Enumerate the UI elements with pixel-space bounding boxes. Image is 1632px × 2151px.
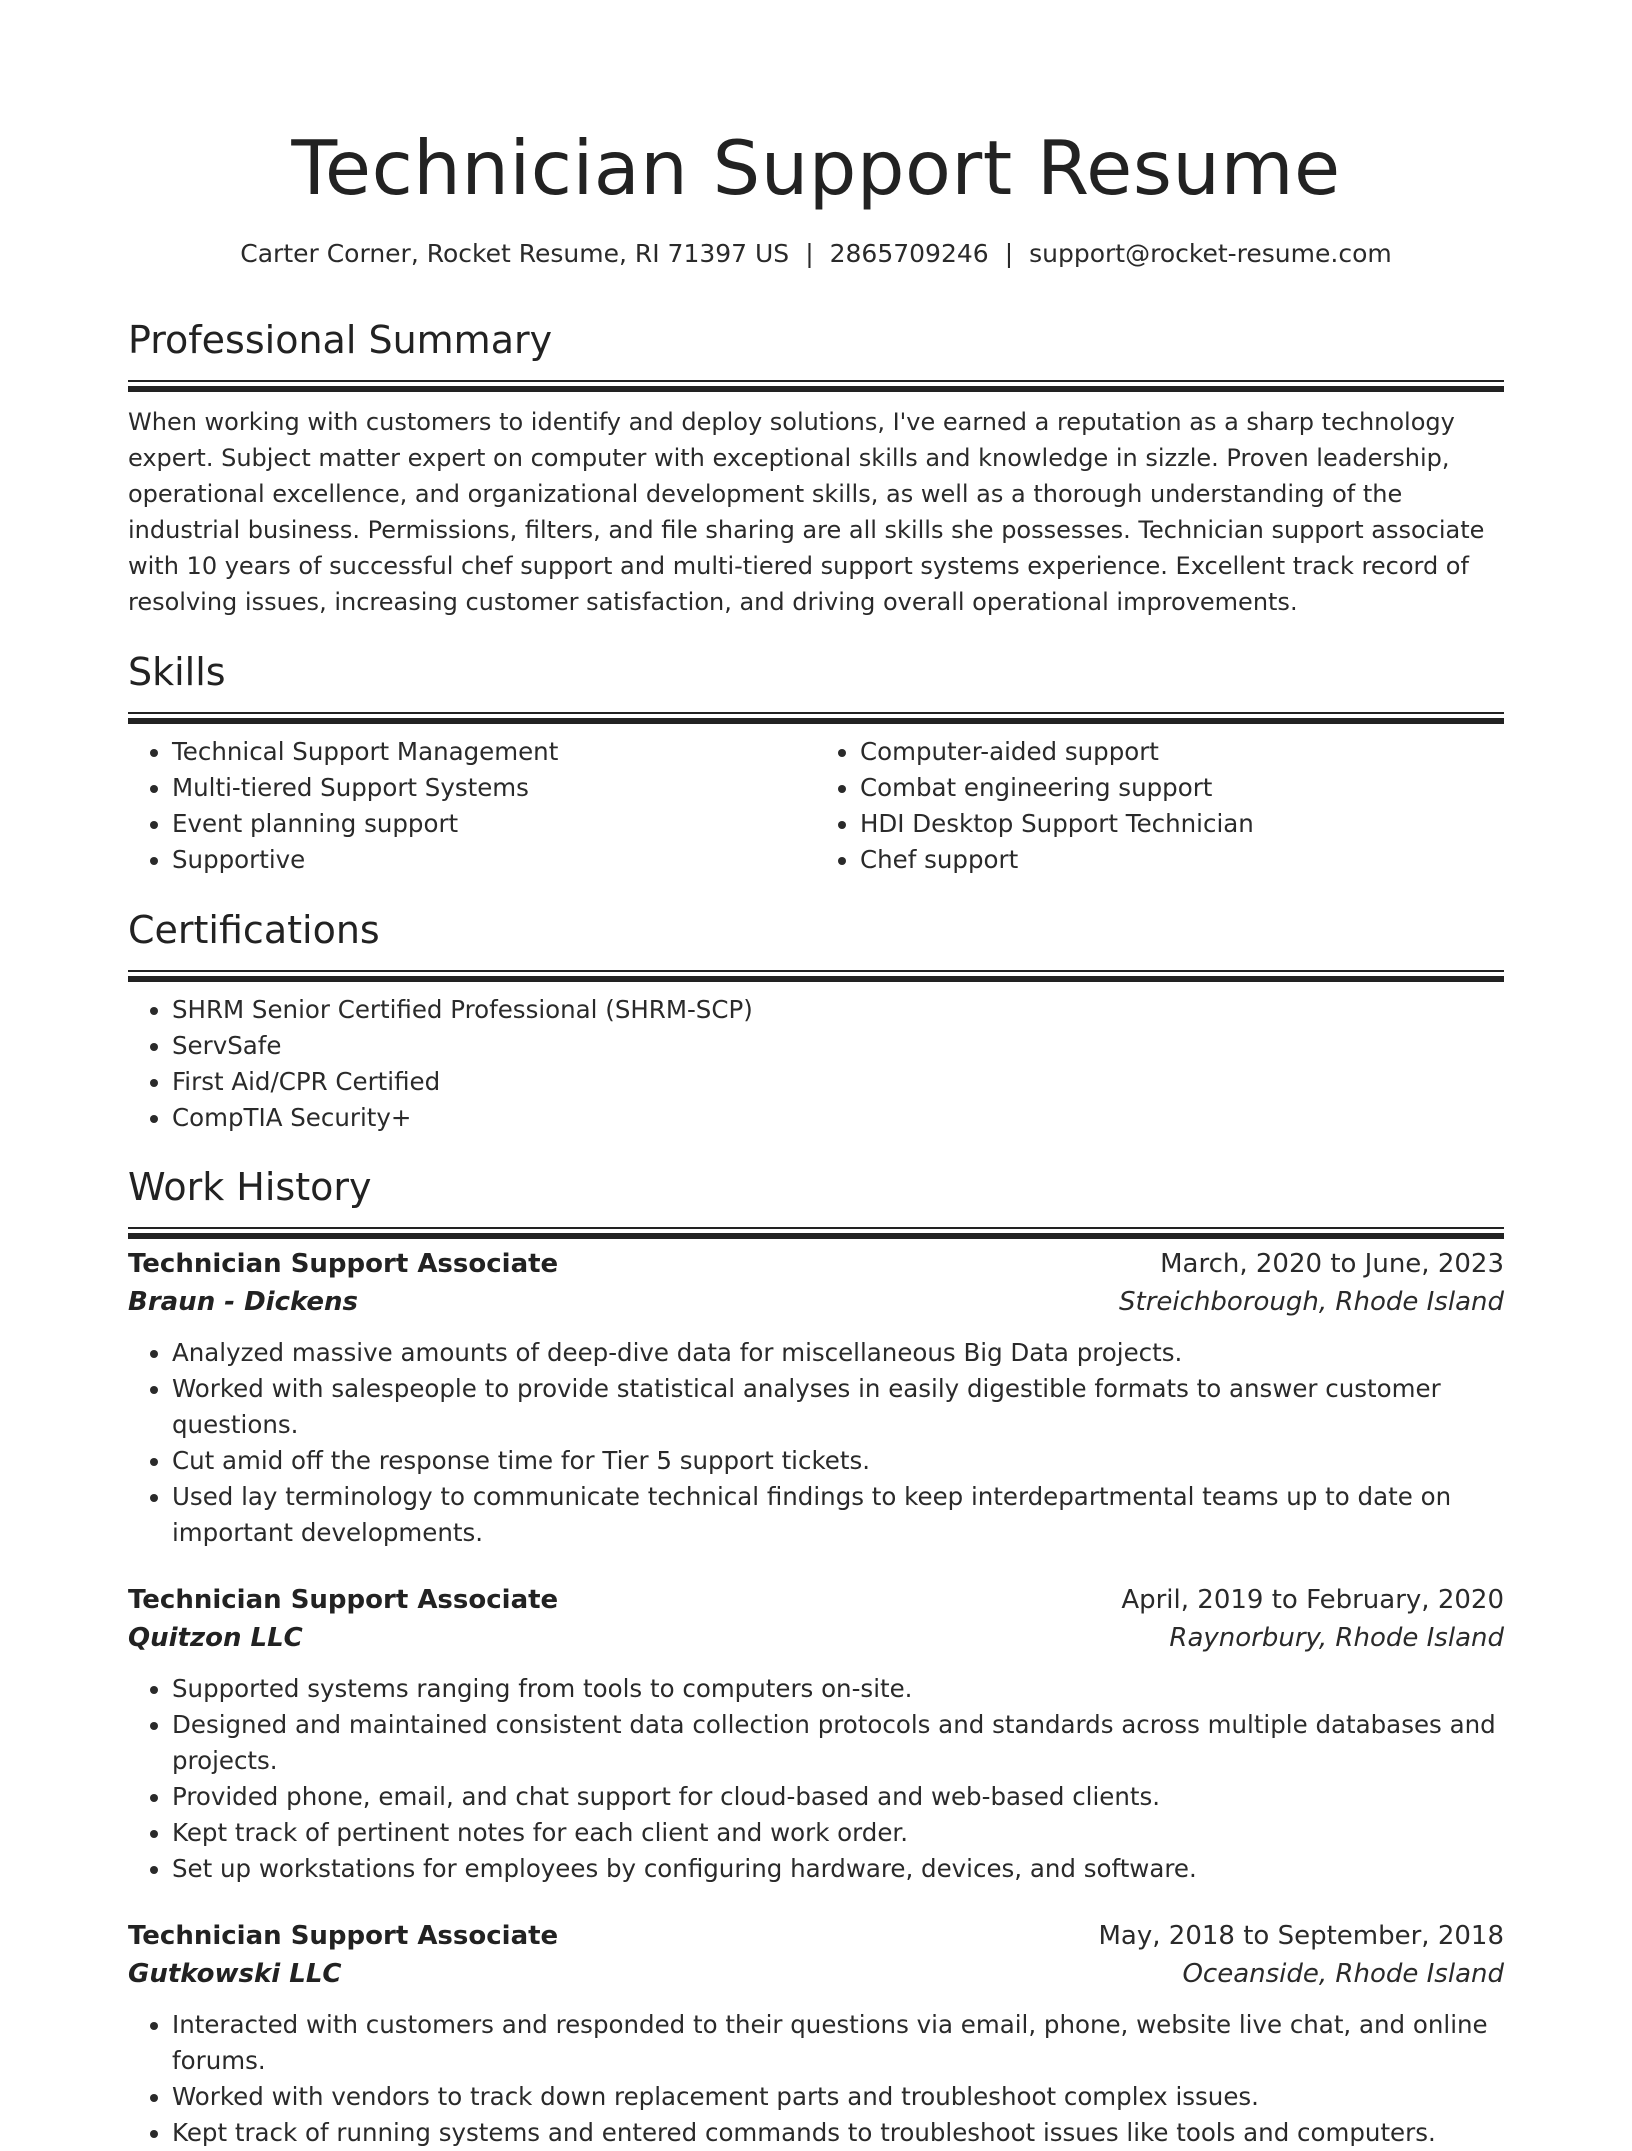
job-bullet: • Kept track of running systems and entered commands to troubleshoot issues like tools and computers. <box>172 2115 1504 2151</box>
job-dates: May, 2018 to September, 2018 <box>1098 1921 1504 1951</box>
section-divider <box>128 712 1504 714</box>
certifications-section <box>128 904 1504 1136</box>
certifications-heading: Certifications <box>128 908 380 952</box>
job-bullet: • Cut amid off the response time for Tier 5 support tickets. <box>172 1443 1504 1479</box>
contact-line <box>128 236 1504 272</box>
contact-email: support@rocket-resume.com <box>1029 239 1392 268</box>
skill-item: • Supportive <box>172 842 816 878</box>
job-company-row <box>128 1619 1504 1657</box>
job-header-row <box>128 1917 1504 1955</box>
contact-address: Carter Corner, Rocket Resume, RI 71397 US <box>240 239 790 268</box>
job-title: Technician Support Associate <box>128 1921 559 1951</box>
job-bullets <box>128 1335 1504 1551</box>
skill-item: • Computer-aided support <box>860 734 1504 770</box>
job-header-row <box>128 1245 1504 1283</box>
summary-text: When working with customers to identify and deploy solutions, I've earned a reputation as a sharp technology expert. Subject matter expert on computer with exceptional skills and knowledge in sizzle. Proven leadership, operational excellence, and organizational development skills, as well as a thorough understanding of the industrial business. Permissions, filters, and file sharing are all skills she possesses. Technician support associate with 10 years of successful chef support and multi-tiered support systems experience. Excellent track record of resolving issues, increasing customer satisfaction, and driving overall operational improvements. <box>128 408 1485 616</box>
job-company: Gutkowski LLC <box>128 1959 342 1989</box>
job-entry <box>128 1917 1504 2151</box>
job-location: Oceanside, Rhode Island <box>1182 1959 1504 1989</box>
job-bullet: • Worked with salespeople to provide statistical analyses in easily digestible formats to answer customer questions. <box>172 1371 1504 1443</box>
job-bullet: • Interacted with customers and responded to their questions via email, phone, website live chat, and online forums. <box>172 2007 1504 2079</box>
job-bullets <box>128 1671 1504 1887</box>
job-bullet: • Kept track of pertinent notes for each client and work order. <box>172 1815 1504 1851</box>
work-history-section <box>128 1161 1504 2151</box>
skill-item: • Event planning support <box>172 806 816 842</box>
job-title: Technician Support Associate <box>128 1249 559 1279</box>
job-company-row <box>128 1955 1504 1993</box>
section-divider <box>128 1227 1504 1229</box>
resume-title: Technician Support Resume <box>291 124 1341 212</box>
job-bullet: • Worked with vendors to track down replacement parts and troubleshoot complex issues. <box>172 2079 1504 2115</box>
job-bullet: • Designed and maintained consistent data collection protocols and standards across multiple databases and projects. <box>172 1707 1504 1779</box>
job-bullet: • Used lay terminology to communicate technical findings to keep interdepartmental teams up to date on important developments. <box>172 1479 1504 1551</box>
skills-list-right <box>816 734 1504 878</box>
job-header-row <box>128 1581 1504 1619</box>
job-bullet: • Provided phone, email, and chat support for cloud-based and web-based clients. <box>172 1779 1504 1815</box>
certification-item: • SHRM Senior Certified Professional (SHRM-SCP) <box>172 992 1504 1028</box>
section-divider <box>128 970 1504 972</box>
contact-phone: 2865709246 <box>829 239 989 268</box>
job-bullets <box>128 2007 1504 2151</box>
job-title: Technician Support Associate <box>128 1585 559 1615</box>
certifications-list <box>128 992 1504 1136</box>
job-entry <box>128 1245 1504 1551</box>
job-location: Raynorbury, Rhode Island <box>1169 1623 1504 1653</box>
job-bullet: • Supported systems ranging from tools to computers on-site. <box>172 1671 1504 1707</box>
job-dates: March, 2020 to June, 2023 <box>1160 1249 1504 1279</box>
certification-item: • CompTIA Security+ <box>172 1100 1504 1136</box>
section-divider <box>128 380 1504 382</box>
contact-separator: | <box>1004 239 1014 268</box>
skill-item: • Multi-tiered Support Systems <box>172 770 816 806</box>
summary-heading: Professional Summary <box>128 318 553 362</box>
skill-item: • HDI Desktop Support Technician <box>860 806 1504 842</box>
skills-list-left <box>128 734 816 878</box>
skill-item: • Technical Support Management <box>172 734 816 770</box>
skill-item: • Combat engineering support <box>860 770 1504 806</box>
skills-section <box>128 646 1504 878</box>
job-bullet: • Analyzed massive amounts of deep-dive data for miscellaneous Big Data projects. <box>172 1335 1504 1371</box>
job-bullet: • Set up workstations for employees by configuring hardware, devices, and software. <box>172 1851 1504 1887</box>
skills-columns <box>128 734 1504 878</box>
work-history-heading: Work History <box>128 1165 372 1209</box>
job-location: Streichborough, Rhode Island <box>1119 1287 1504 1317</box>
skill-item: • Chef support <box>860 842 1504 878</box>
skills-heading: Skills <box>128 650 226 694</box>
job-dates: April, 2019 to February, 2020 <box>1121 1585 1504 1615</box>
certification-item: • First Aid/CPR Certified <box>172 1064 1504 1100</box>
job-company: Quitzon LLC <box>128 1623 303 1653</box>
job-entry <box>128 1581 1504 1887</box>
job-company-row <box>128 1283 1504 1321</box>
job-company: Braun - Dickens <box>128 1287 358 1317</box>
summary-section <box>128 314 1504 620</box>
certification-item: • ServSafe <box>172 1028 1504 1064</box>
contact-separator: | <box>805 239 814 268</box>
